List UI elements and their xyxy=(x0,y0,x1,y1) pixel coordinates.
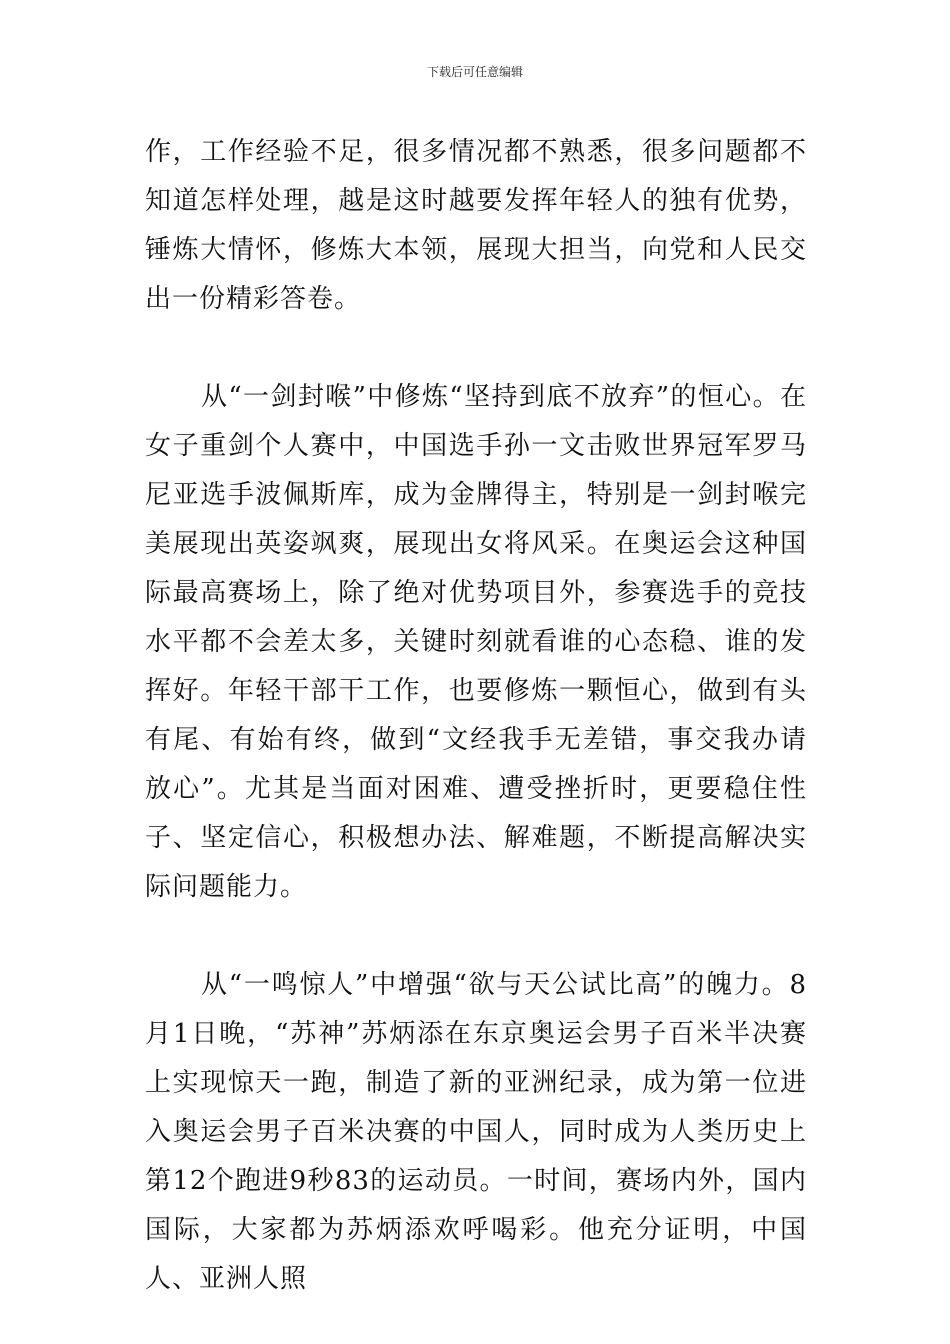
page-header: 下载后可任意编辑 xyxy=(426,65,523,79)
paragraph-gap xyxy=(145,912,807,961)
paragraph-continuation: 作，工作经验不足，很多情况都不熟悉，很多问题都不知道怎样处理，越是这时越要发挥年轻人的独有优势，锤炼大情怀，修炼大本领，展现大担当，向党和人民交出一份精彩答卷。 xyxy=(145,137,807,314)
paragraph-perseverance: 从“一剑封喉”中修炼“坚持到底不放弃”的恒心。在女子重剑个人赛中，中国选手孙一文击败世界冠军罗马尼亚选手波佩斯库，成为金牌得主，特别是一剑封喉完美展现出英姿飒爽，展现出女将风采。在奥运会这种国际最高赛场上，除了绝对优势项目外，参赛选手的竞技水平都不会差太多，关键时刻就看谁的心态稳、谁的发挥好。年轻干部干工作，也要修炼一颗恒心，做到有头有尾、有始有终，做到“文经我手无差错，事交我办请放心”。尤其是当面对困难、遭受挫折时，更要稳住性子、坚定信心，积极想办法、解难题，不断提高解决实际问题能力。 xyxy=(145,382,807,902)
paragraph-courage: 从“一鸣惊人”中增强“欲与天公试比高”的魄力。8月1日晚，“苏神”苏炳添在东京奥运会男子百米半决赛上实现惊天一跑，制造了新的亚洲纪录，成为第一位进入奥运会男子百米决赛的中国人，同时成为人类历史上第12个跑进9秒83的运动员。一时间，赛场内外，国内国际，大家都为苏炳添欢呼喝彩。他充分证明，中国人、亚洲人照 xyxy=(145,970,807,1294)
paragraph-gap xyxy=(145,324,807,373)
document-body xyxy=(145,128,807,1304)
